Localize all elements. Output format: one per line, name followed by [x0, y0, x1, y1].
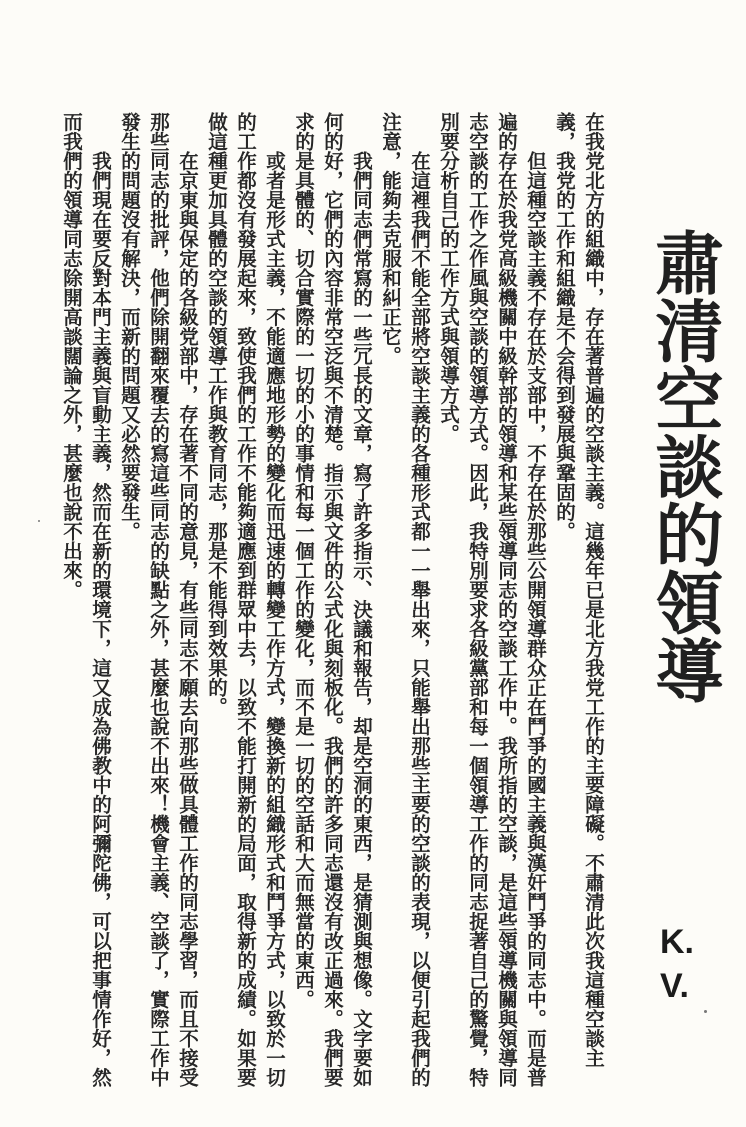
paragraph: 但這種空談主義不存在於支部中，不存在於那些公開領導群众正在鬥爭的國主義與漢奸鬥爭的同志中。而是普遍的存在於我党高級機關中級幹部的領導和某些領導同志的空談工作中。我所指的空談，是這些領導機關與領導同志空談的工作之作風與空談的領導方式。因此，我特別要求各級黨部和每一個領導工作的同志捉著自己的驚覺，特別要分析自己的工作方式與領導方式。 [437, 112, 547, 1087]
article-body [48, 112, 608, 1102]
ink-speck [704, 1010, 707, 1013]
paragraph: 我們同志們常寫的一些冗長的文章，寫了許多指示、決議和報告，却是空洞的東西，是猜測與想像。文字要如何的好，它們的內容非常空泛與不清楚。指示與文件的公式化與刻板化。我們的許多同志還沒有改正過來。我們要求的是具體的、切合實際的一切的小的事情和每一個工作的變化，而不是一切的空話和大而無當的東西。 [292, 112, 373, 1087]
author-signature [660, 920, 694, 1008]
paragraph: 在我党北方的組織中，存在著普遍的空談主義。這幾年已是北方我党工作的主要障礙。不肅清此次我這種空談主義，我党的工作和組織是不会得到發展與鞏固的。 [553, 112, 605, 1068]
author-initial-2: V. [660, 967, 690, 1005]
paragraph: 在京東與保定的各級党部中，存在著不同的意見，有些同志不願去向那些做具體工作的同志學習，而且不接受那些同志的批評，他們除開翻來覆去的寫這些同志的缺點之外，甚麼也說不出來！機會主義、空談了，實際工作中發生的問題沒有解決，而新的問題又必然要發生。 [118, 112, 199, 1087]
ink-speck [38, 520, 40, 522]
paragraph: 我們現在要反對本門主義與盲動主義，然而在新的環境下，這又成為佛教中的阿彌陀佛，可以把事情作好，然而我們的領導同志除開高談闊論之外，甚麼也說不出來。 [60, 112, 112, 1087]
paragraph: 或者是形式主義，不能適應地形勢的變化而迅速的轉變工作方式，變換新的組織形式和鬥爭方式，以致於一切的工作都沒有發展起來，致使我們的工作不能夠適應到群眾中去，以致不能打開新的局面，取得新的成績。如果要做這種更加具體的空談的領導工作與教育同志，那是不能得到效果的。 [205, 112, 286, 1087]
author-initial-1: K. [660, 923, 694, 961]
paragraph: 在這裡我們不能全部將空談主義的各種形式都一一舉出來，只能舉出那些主要的空談的表現，以便引起我們的注意，能夠去克服和糾正它。 [379, 112, 431, 1087]
article-title: 肅清空談的領導 [644, 228, 724, 704]
